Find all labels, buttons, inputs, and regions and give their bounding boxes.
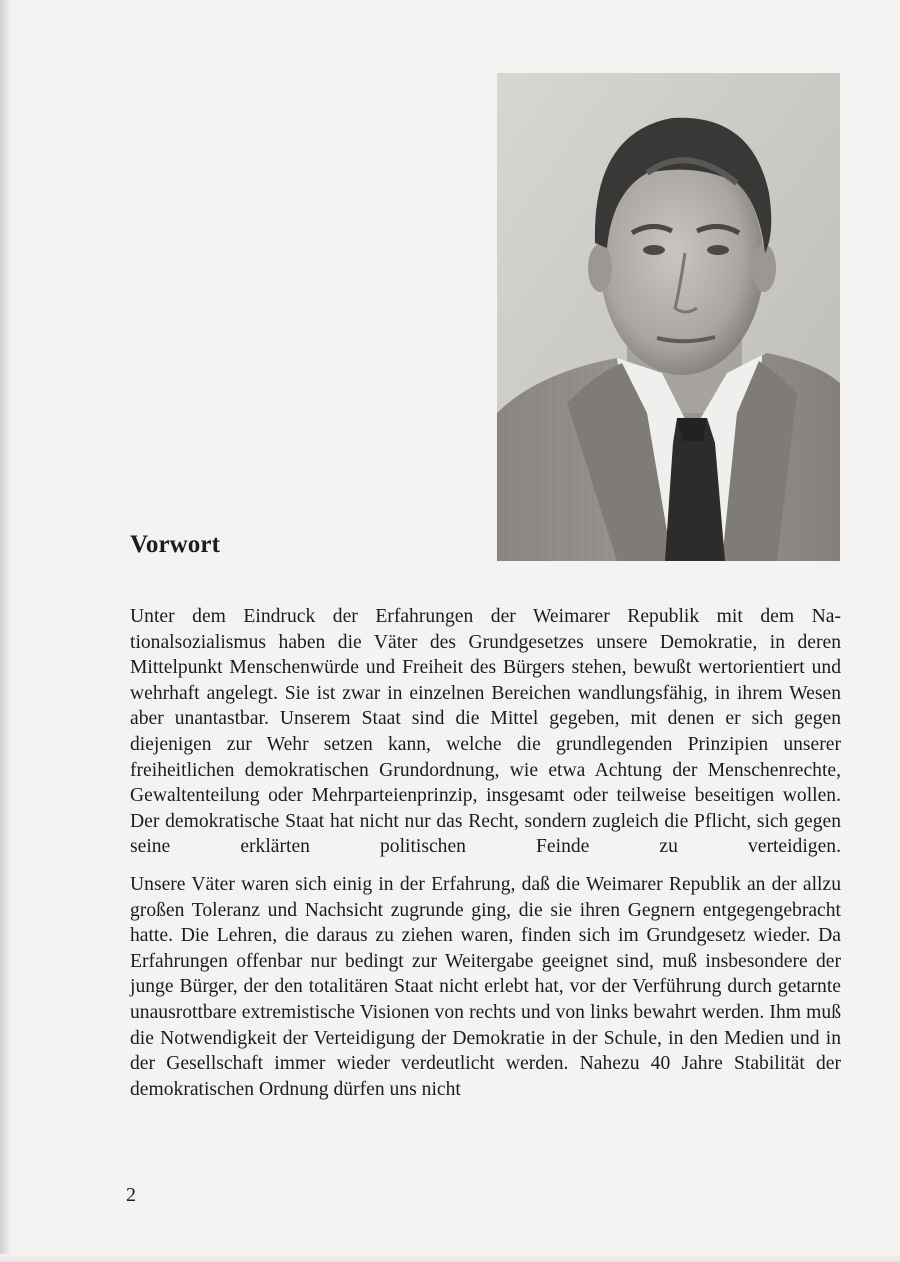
page-left-edge [0,0,12,1262]
page-title: Vorwort [130,531,221,558]
page-number: 2 [126,1184,136,1206]
page-bottom-edge [0,1254,900,1262]
portrait-photo [497,73,840,561]
paragraph: Unter dem Eindruck der Erfahrungen der Weimarer Republik mit dem Nationalsozialismus haben die Väter des Grundgesetzes unsere Demokratie, in deren Mittelpunkt Menschenwürde und Freiheit des Bürgers stehen, bewußt wertorientiert und wehrhaft angelegt. Sie ist zwar in einzelnen Bereichen wandlungsfähig, in ihrem Wesen aber unantastbar. Unserem Staat sind die Mittel gegeben, mit denen er sich gegen diejenigen zur Wehr setzen kann, welche die grundlegenden Prinzipien unserer freiheitlichen demokratischen Grundordnung, wie etwa Achtung der Menschenrechte, Gewaltenteilung oder Mehrparteienprinzip, insgesamt oder teilweise beseitigen wollen. Der demokratische Staat hat nicht nur das Recht, sondern zugleich die Pflicht, sich gegen seine erklärten politischen Feinde zu verteidigen. [130,606,841,858]
paragraph: Unsere Väter waren sich einig in der Erfahrung, daß die Weimarer Republik an der allzu großen Toleranz und Nachsicht zugrunde ging, die sie ihren Gegnern entgegengebracht hatte. Die Lehren, die daraus zu ziehen waren, finden sich im Grundgesetz wieder. Da Erfahrungen offenbar nur bedingt zur Weitergabe geeignet sind, muß insbesondere der junge Bürger, der den totalitären Staat nicht erlebt hat, vor der Verführung durch getarnte unausrottbare extremistische Visionen von rechts und von links bewahrt werden. Ihm muß die Notwendigkeit der Verteidigung der Demokratie in der Schule, in den Medien und in der Gesellschaft immer wieder verdeutlicht werden. Nahezu 40 Jahre Stabilität der demokratischen Ordnung dürfen uns nicht [130,873,841,1100]
body-text [130,604,841,1114]
